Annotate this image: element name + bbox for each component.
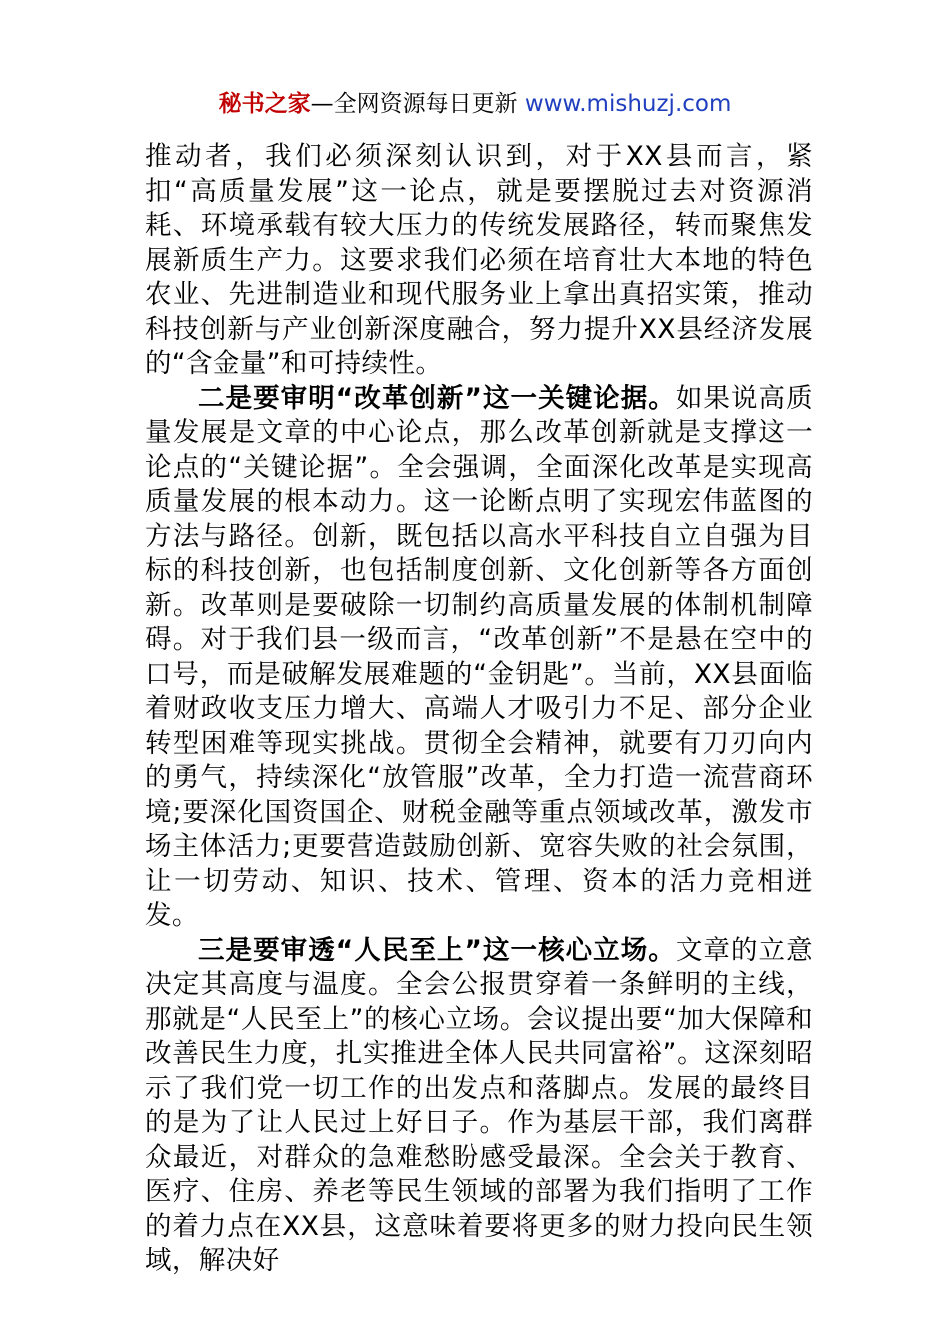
paragraph-1 xyxy=(145,140,813,382)
paragraph-3 xyxy=(145,934,813,1279)
site-header xyxy=(0,88,950,120)
paragraph-text: 推动者，我们必须深刻认识到，对于XX县而言，紧扣“高质量发展”这一论点，就是要摆脱过去对资源消耗、环境承载有较大压力的传统发展路径，转而聚焦发展新质生产力。这要求我们必须在培育壮大本地的特色农业、先进制造业和现代服务业上拿出真招实策，推动科技创新与产业创新深度融合，努力提升XX县经济发展的“含金量”和可持续性。 xyxy=(145,141,813,379)
paragraph-lead: 三是要审透“人民至上”这一核心立场。 xyxy=(198,934,676,966)
site-tagline: —全网资源每日更新 xyxy=(310,91,525,117)
paragraph-text: 文章的立意决定其高度与温度。全会公报贯穿着一条鲜明的主线，那就是“人民至上”的核心立场。会议提出要“加大保障和改善民生力度，扎实推进全体人民共同富裕”。这深刻昭示了我们党一切工作的出发点和落脚点。发展的最终目的是为了让人民过上好日子。作为基层干部，我们离群众最近，对群众的急难愁盼感受最深。全会关于教育、医疗、住房、养老等民生领域的部署为我们指明了工作的着力点在XX县，这意味着要将更多的财力投向民生领域，解决好 xyxy=(145,934,813,1276)
paragraph-text: 如果说高质量发展是文章的中心论点，那么改革创新就是支撑这一论点的“关键论据”。全会强调，全面深化改革是实现高质量发展的根本动力。这一论断点明了实现宏伟蓝图的方法与路径。创新，既包括以高水平科技自立自强为目标的科技创新，也包括制度创新、文化创新等各方面创新。改革则是要破除一切制约高质量发展的体制机制障碍。对于我们县一级而言，“改革创新”不是悬在空中的口号，而是破解发展难题的“金钥匙”。当前，XX县面临着财政收支压力增大、高端人才吸引力不足、部分企业转型困难等现实挑战。贯彻全会精神，就要有刀刃向内的勇气，持续深化“放管服”改革，全力打造一流营商环境;要深化国资国企、财税金融等重点领域改革，激发市场主体活力;更要营造鼓励创新、宽容失败的社会氛围，让一切劳动、知识、技术、管理、资本的活力竞相迸发。 xyxy=(145,382,813,931)
paragraph-2 xyxy=(145,382,813,934)
site-url[interactable]: www.mishuzj.com xyxy=(524,91,732,117)
paragraph-lead: 二是要审明“改革创新”这一关键论据。 xyxy=(198,382,676,414)
site-brand: 秘书之家 xyxy=(218,91,311,117)
document-body xyxy=(145,140,813,1279)
